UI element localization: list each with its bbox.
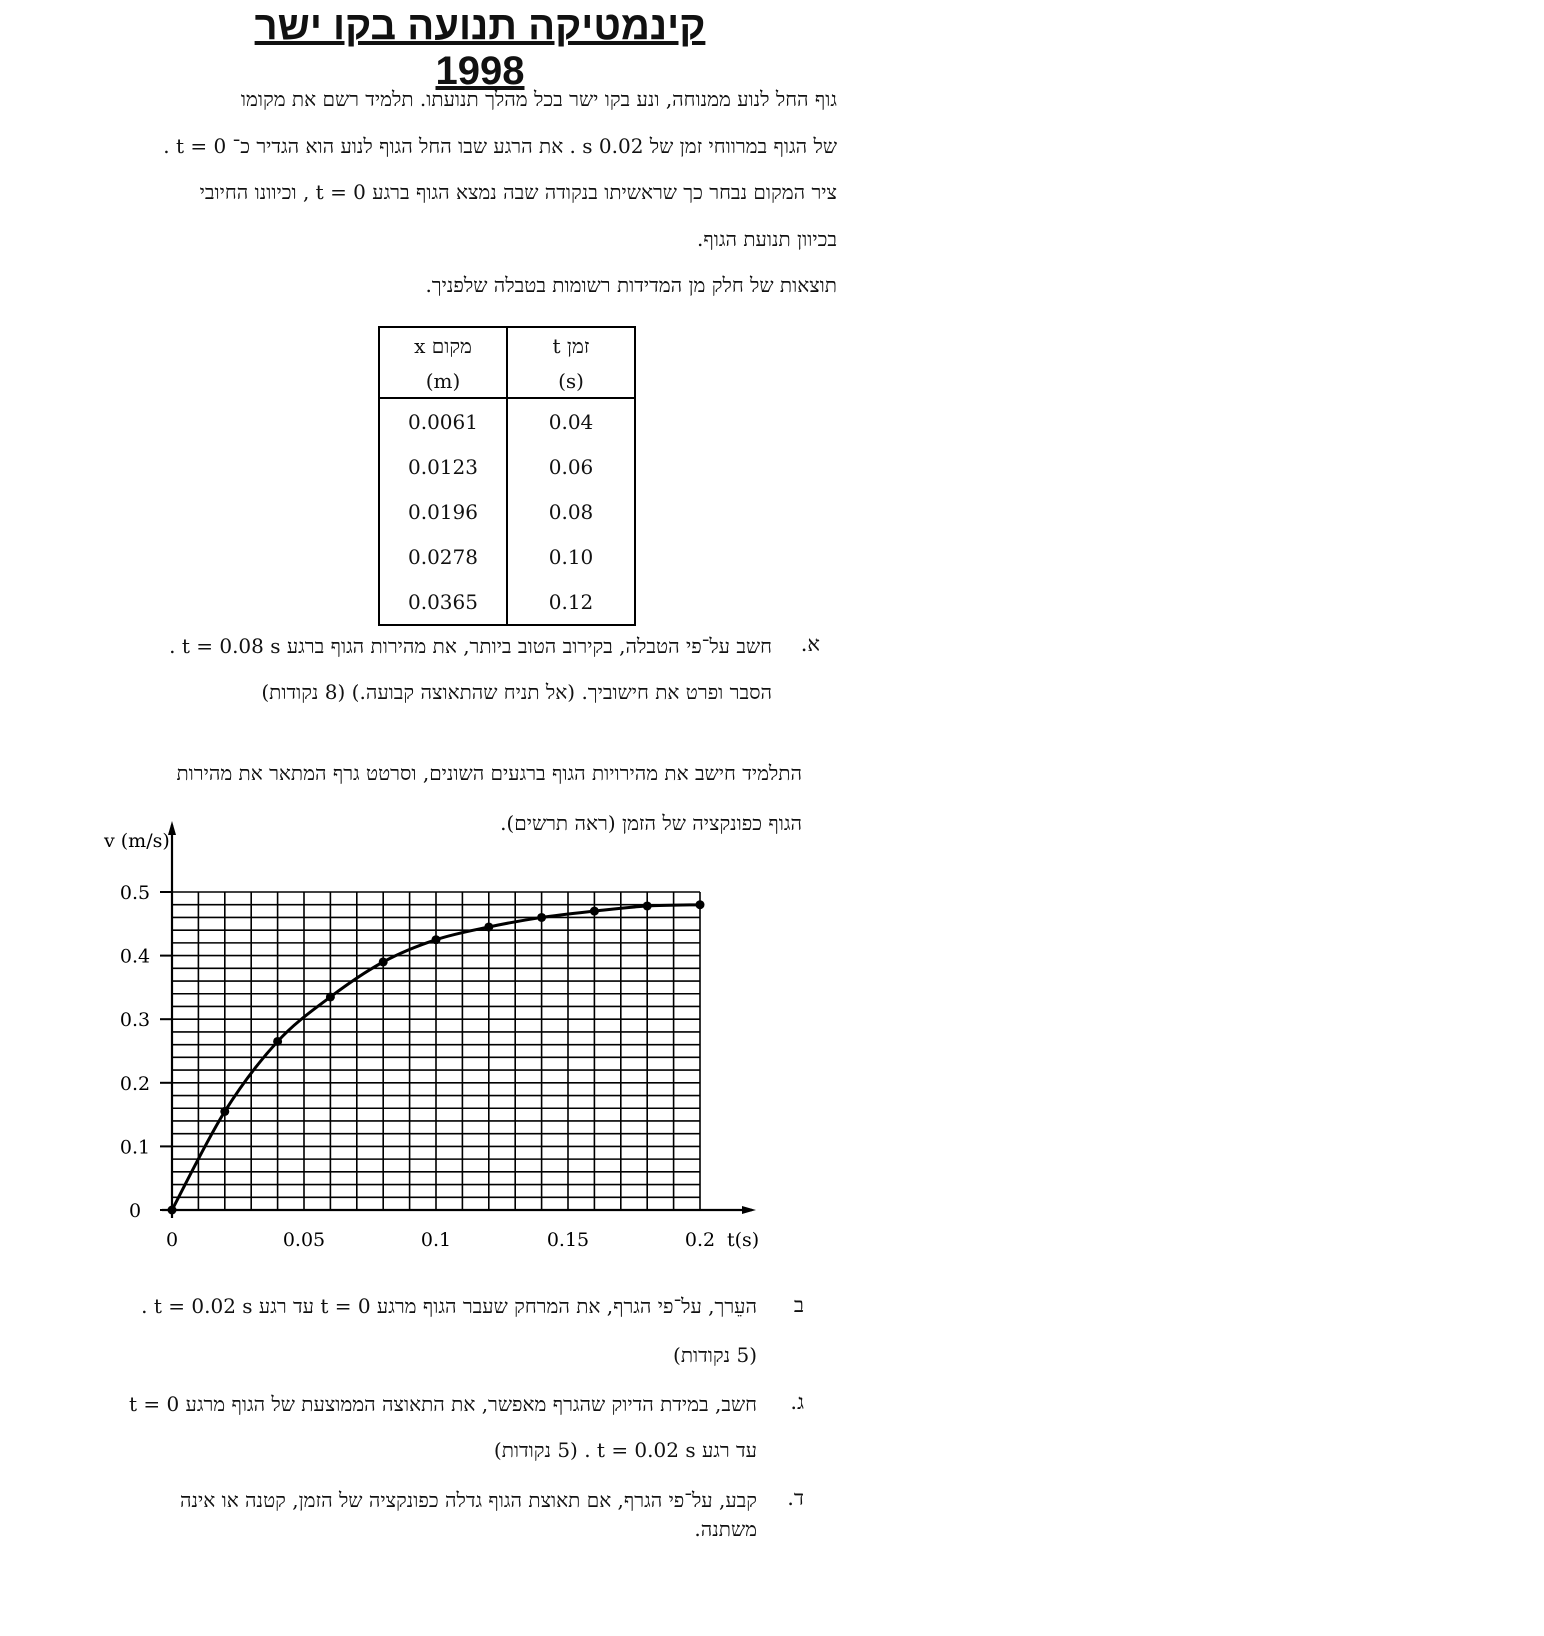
question-c-line-1: חשב, במידת הדיוק שהגרף מאפשר, את התאוצה הממוצעת של הגוף מרגע t = 0: [128, 1392, 757, 1416]
y-tick-label: 0.5: [119, 882, 151, 904]
question-a-line-2: הסבר ופרט את חישוביך. (אל תניח שהתאוצה קבועה.) (8 נקודות): [261, 680, 772, 704]
x-tick-label: 0.15: [546, 1229, 590, 1251]
data-point: [379, 957, 388, 966]
graph-intro-line-1: התלמיד חישב את מהירויות הגוף ברגעים השונים, וסרטט גרף המתאר את מהירות: [176, 761, 802, 785]
data-point: [168, 1206, 177, 1215]
y-tick-label: 0.1: [119, 1136, 151, 1159]
intro-line-3: ציר המקום נבחר כך שראשיתו בנקודה שבה נמצא הגוף ברגע t = 0 , וכיוונו החיובי: [199, 180, 837, 204]
measurements-table: [378, 326, 636, 626]
data-point: [484, 922, 493, 931]
y-tick-label: 0.2: [119, 1072, 151, 1095]
question-a-line-1: חשב על־פי הטבלה, בקירוב הטוב ביותר, את מהירות הגוף ברגע t = 0.08 s .: [169, 634, 772, 658]
question-c-label: ג.: [790, 1390, 804, 1414]
cell-t: 0.06: [507, 444, 635, 489]
y-tick-label: 0.4: [119, 945, 151, 968]
data-point: [326, 992, 335, 1001]
intro-line-5: תוצאות של חלק מן המדידות רשומות בטבלה שלפניך.: [425, 273, 837, 297]
question-a-label: א.: [800, 632, 820, 656]
intro-line-2: של הגוף במרווחי זמן של 0.02 s . את הרגע שבו החל הגוף לנוע הוא הגדיר כ־ t = 0 .: [163, 134, 837, 158]
question-c-line-2: עד רגע t = 0.02 s . (5 נקודות): [493, 1438, 757, 1462]
question-b-label: ב: [793, 1293, 804, 1317]
page-title: קינמטיקה תנועה בקו ישר 1998: [254, 4, 706, 93]
col-unit-position: (m): [379, 365, 507, 398]
x-axis-arrow: [742, 1206, 756, 1214]
cell-x: 0.0196: [379, 489, 507, 534]
x-tick-label: 0.05: [282, 1229, 326, 1251]
table-row: [379, 489, 635, 534]
table-row: [379, 444, 635, 489]
data-point: [696, 900, 705, 909]
col-unit-time: (s): [507, 365, 635, 398]
question-b-line-2: (5 נקודות): [673, 1343, 757, 1367]
y-tick-label: 0.3: [119, 1009, 151, 1032]
cell-t: 0.08: [507, 489, 635, 534]
velocity-time-chart: [0, 815, 800, 1260]
cell-x: 0.0123: [379, 444, 507, 489]
cell-x: 0.0278: [379, 534, 507, 579]
cell-x: 0.0061: [379, 398, 507, 444]
question-d-label: ד.: [787, 1486, 804, 1510]
question-d-line-2: משתנה.: [694, 1517, 757, 1541]
table-row: [379, 398, 635, 444]
x-tick-label: 0: [165, 1229, 179, 1251]
table-row: [379, 534, 635, 579]
table-row: [379, 579, 635, 625]
cell-t: 0.10: [507, 534, 635, 579]
col-header-time: זמן t: [507, 327, 635, 365]
question-d-line-1: קבע, על־פי הגרף, אם תאוצת הגוף גדלה כפונקציה של הזמן, קטנה או אינה: [179, 1488, 757, 1512]
x-axis-label: t(s): [727, 1229, 760, 1251]
y-tick-label: 0: [128, 1200, 142, 1222]
graph-intro-line-2: הגוף כפונקציה של הזמן (ראה תרשים).: [500, 811, 802, 835]
intro-line-1: גוף החל לנוע ממנוחה, ונע בקו ישר בכל מהלך תנועתו. תלמיד רשם את מקומו: [240, 87, 837, 111]
question-b-line-1: העֵרך, על־פי הגרף, את המרחק שעבר הגוף מרגע t = 0 עד רגע t = 0.02 s .: [141, 1294, 757, 1318]
x-tick-label: 0.1: [420, 1229, 452, 1251]
y-tick-labels: [120, 882, 172, 1222]
data-point: [220, 1107, 229, 1116]
data-point: [432, 935, 441, 944]
cell-t: 0.04: [507, 398, 635, 444]
data-point: [590, 907, 599, 916]
cell-x: 0.0365: [379, 579, 507, 625]
x-tick-labels: [166, 1229, 715, 1251]
cell-t: 0.12: [507, 579, 635, 625]
data-point: [643, 901, 652, 910]
data-point: [273, 1037, 282, 1046]
col-header-position: מקום x: [379, 327, 507, 365]
x-tick-label: 0.2: [684, 1229, 716, 1251]
intro-line-4: בכיוון תנועת הגוף.: [697, 227, 837, 251]
y-axis-label: v (m/s): [104, 830, 170, 852]
data-point: [537, 913, 546, 922]
